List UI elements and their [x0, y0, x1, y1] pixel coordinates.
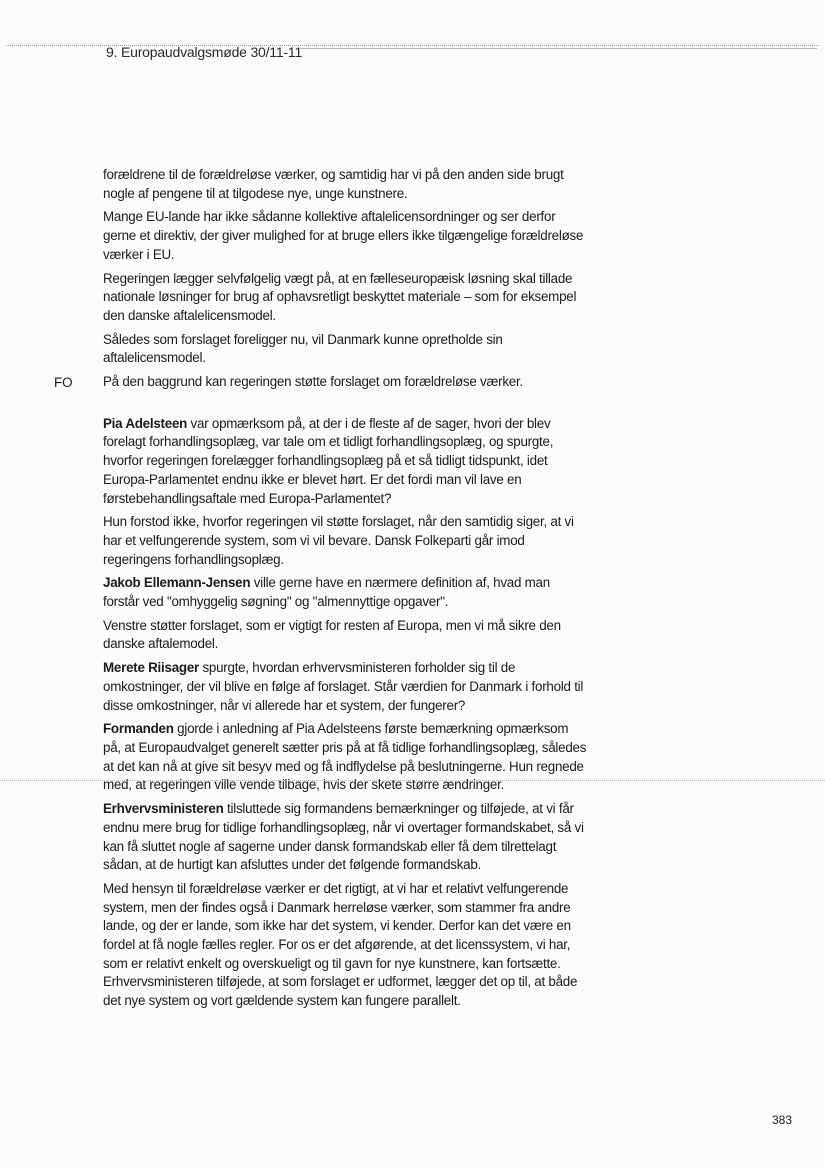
paragraph-text: ville gerne have en nærmere definition af, hvad man forstår ved "omhyggelig søgning" og "almennyttige opgaver". [103, 575, 550, 610]
speaker-name: Pia Adelsteen [103, 415, 188, 431]
scan-artifact-rule [0, 780, 825, 781]
paragraph: Mange EU-lande har ikke sådanne kollektive aftalelicensordninger og ser derfor gerne et direktiv, der giver mulighed for at bruge ellers ikke tilgængelige forældreløse værker i EU. [103, 209, 584, 262]
paragraph: forældrene til de forældreløse værker, og samtidig har vi på den anden side brugt nogle af pengene til at tilgodese nye, unge kunstnere. [103, 167, 564, 201]
paragraph-text: tilsluttede sig formandens bemærkninger og tilføjede, at vi får endnu mere brug for tidlige forhandlingsoplæg, når vi overtager formandskabet, så vi kan få sluttet nogle af sagerne under dansk formandskab eller få dem tilrettelagt sådan, at de hurtigt kan afsluttes under det følgende formandskab. [103, 801, 584, 873]
speaker-name: Jakob Ellemann-Jensen [103, 575, 251, 591]
margin-label: FO [54, 375, 73, 390]
paragraph [103, 659, 588, 715]
paragraph: På den baggrund kan regeringen støtte forslaget om forældreløse værker. [103, 374, 523, 390]
header-underline [300, 48, 817, 49]
paragraph: Hun forstod ikke, hvorfor regeringen vil støtte forslaget, når den samtidig siger, at vi har et velfungerende system, som vi vil bevare. Dansk Folkeparti går imod regeringens forhandlingsoplæg. [103, 514, 574, 567]
page-number: 383 [772, 1113, 793, 1127]
paragraph: Således som forslaget foreligger nu, vil Danmark kunne opretholde sin aftalelicensmodel. [103, 331, 503, 366]
paragraph: Med hensyn til forældreløse værker er det rigtigt, at vi har et relativt velfungerende system, men der findes også i Danmark herreløse værker, som stammer fra andre lande, og der er lande, som ikke har det system, vi kender. Derfor kan det være en fordel at få nogle fælles regler. For os er det afgørende, at det licenssystem, vi har, som er relativt enkelt og overskueligt og til gavn for nye kunstnere, kan fortsætte. Erhvervsministeren tilføjede, at som forslaget er udformet, lægger det op til, at både det nye system og vort gældende system kan fungere parallelt. [103, 880, 578, 1009]
paragraph-text: var opmærksom på, at der i de fleste af de sager, hvori der blev forelagt forhandlingsoplæg, var tale om et tidligt forhandlingsoplæg, og spurgte, hvorfor regeringen forelægger forhandlingsoplæg på et så tidligt tidspunkt, idet Europa-Parlamentet endnu ikke er blevet hørt. Er det fordi man vil lave en førstebehandlingsaftale med Europa-Parlamentet? [103, 415, 554, 506]
document-body [103, 166, 588, 1016]
speaker-name: Erhvervsministeren [103, 801, 224, 817]
page-header: 9. Europaudvalgsmøde 30/11-11 [106, 44, 303, 60]
paragraph [103, 415, 588, 509]
paragraph-text: gjorde i anledning af Pia Adelsteens første bemærkning opmærksom på, at Europaudvalget generelt sætter pris på at få tidlige forhandlingsoplæg, således at det kan nå at give sit besyv med og få indflydelse på beslutningerne. Hun regnede med, at regeringen ville vende tilbage, hvis der skete større ændringer. [103, 721, 587, 793]
speaker-name: Formanden [103, 721, 174, 737]
paragraph-text: spurgte, hvordan erhvervsministeren forholder sig til de omkostninger, der vil blive en følge af forslaget. Står værdien for Danmark i forhold til disse omkostninger, når vi allerede har et system, der fungerer? [103, 660, 584, 713]
paragraph [103, 800, 588, 875]
speaker-name: Merete Riisager [103, 660, 199, 676]
spacer [103, 397, 588, 415]
paragraph: Venstre støtter forslaget, som er vigtigt for resten af Europa, men vi må sikre den danske aftalemodel. [103, 617, 561, 652]
paragraph [103, 574, 588, 611]
paragraph [103, 720, 588, 795]
paragraph: Regeringen lægger selvfølgelig vægt på, at en fælleseuropæisk løsning skal tillade nationale løsninger for brug af ophavsretligt beskyttet materiale – som for eksempel den danske aftalelicensmodel. [103, 270, 577, 323]
